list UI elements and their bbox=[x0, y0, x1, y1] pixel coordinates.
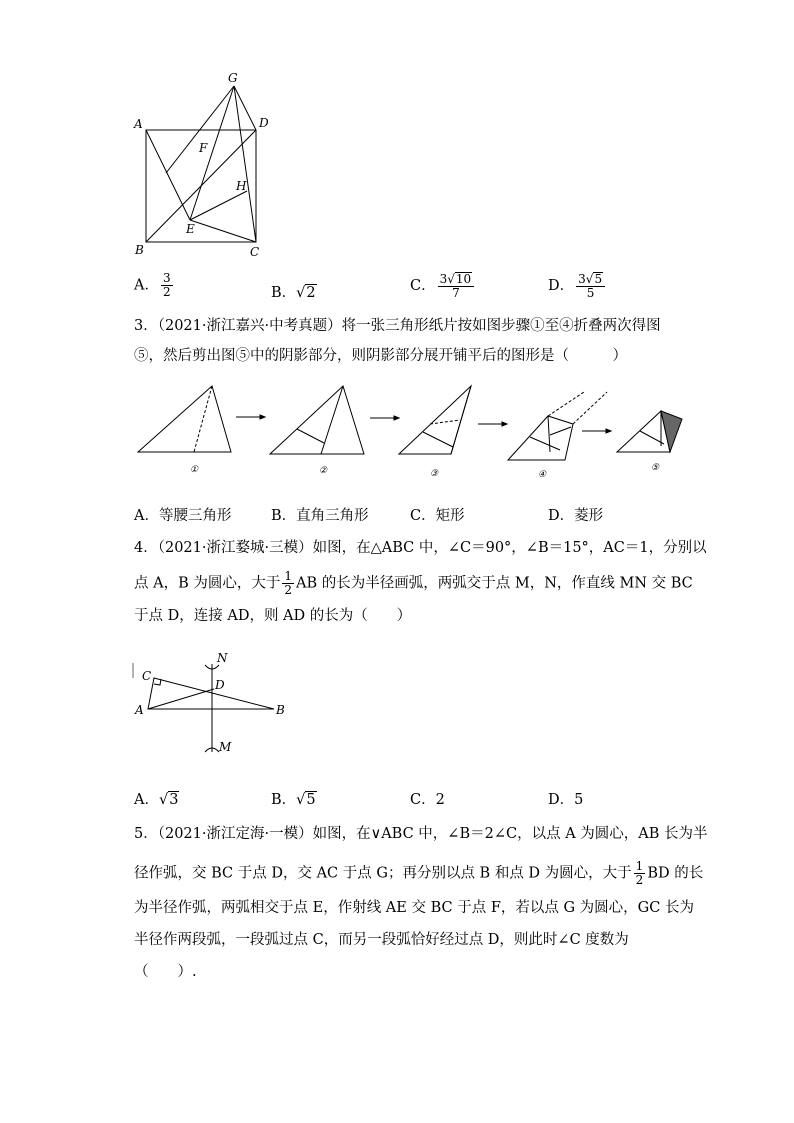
q5-text-line4: 半径作两段弧，一段弧过点 C，而另一段弧恰好经过点 D，则此时∠C 度数为 bbox=[134, 932, 629, 948]
q4-option-c: C．2 bbox=[410, 792, 445, 808]
q4-text-line1: 4．（2021·浙江婺城·三模）如图，在△ABC 中，∠C＝90°，∠B＝15°，AC＝1，分别以 bbox=[134, 540, 707, 556]
q4-option-a: A．√3 bbox=[134, 792, 179, 808]
q2-label-a: A bbox=[134, 117, 143, 131]
q2-label-d: D bbox=[259, 116, 269, 130]
q5-text-line5: （ ）. bbox=[134, 964, 197, 980]
q4-text-line2: 点 A，B 为圆心，大于 $\frac{1}{2}$ AB 的长为半径画弧，两弧交于点 M，N，作直线 MN 交 BC bbox=[134, 569, 693, 597]
q2-geometry-figure bbox=[128, 66, 278, 262]
q3-step-1-label: ① bbox=[190, 465, 199, 475]
q3-text-line1: 3．（2021·浙江嘉兴·中考真题）将一张三角形纸片按如图步骤①至④折叠两次得图 bbox=[134, 318, 661, 334]
q4-option-b: B．√5 bbox=[271, 792, 316, 808]
q2-label-e: E bbox=[186, 222, 195, 236]
q4-label-a: A bbox=[135, 703, 144, 717]
q5-text-line2: 径作弧，交 BC 于点 D，交 AC 于点 G；再分别以点 B 和点 D 为圆心，大于 $\frac{1}{2}$ BD 的长 bbox=[134, 859, 704, 887]
q3-folding-steps-figure bbox=[130, 380, 690, 480]
q3-option-d: D．菱形 bbox=[548, 508, 604, 524]
q3-option-c: C．矩形 bbox=[410, 508, 465, 524]
q2-label-c: C bbox=[250, 245, 260, 259]
q3-option-a: A．等腰三角形 bbox=[134, 508, 232, 524]
q3-text-line2: ⑤，然后剪出图⑤中的阴影部分，则阴影部分展开铺平后的图形是（ ） bbox=[134, 348, 627, 364]
q2-label-g: G bbox=[228, 71, 238, 85]
q5-text-line3: 为半径作弧，两弧相交于点 E，作射线 AE 交 BC 于点 F，若以点 G 为圆心，GC 长为 bbox=[134, 900, 694, 916]
q2-option-a: A． $\frac{3}{2}$ bbox=[134, 271, 171, 299]
q3-step-2-label: ② bbox=[319, 466, 328, 476]
q3-step-4-label: ④ bbox=[538, 470, 547, 480]
q4-label-b: B bbox=[276, 703, 285, 717]
q2-option-b: B．√2 bbox=[271, 285, 316, 301]
q5-text-line1: 5．（2021·浙江定海·一模）如图，在∨ABC 中，∠B＝2∠C，以点 A 为圆心，AB 长为半 bbox=[134, 826, 708, 842]
q3-step-3-label: ③ bbox=[430, 469, 439, 479]
q2-option-c: C． $\frac{3√10}{7}$ bbox=[410, 272, 476, 300]
q4-label-n: N bbox=[217, 651, 228, 665]
q4-label-m: M bbox=[219, 740, 232, 754]
q2-label-f: F bbox=[199, 141, 208, 155]
q2-option-d: D． $\frac{3√5}{5}$ bbox=[548, 272, 607, 300]
q3-option-b: B．直角三角形 bbox=[271, 508, 369, 524]
q4-geometry-figure bbox=[128, 648, 293, 763]
q4-option-d: D．5 bbox=[548, 792, 584, 808]
q3-step-5-label: ⑤ bbox=[651, 463, 660, 473]
q4-label-d: D bbox=[215, 678, 225, 692]
q2-label-h: H bbox=[236, 179, 247, 193]
q2-label-b: B bbox=[135, 243, 144, 257]
q4-text-line3: 于点 D，连接 AD，则 AD 的长为（ ） bbox=[134, 608, 412, 624]
q4-label-c: C bbox=[142, 669, 152, 683]
